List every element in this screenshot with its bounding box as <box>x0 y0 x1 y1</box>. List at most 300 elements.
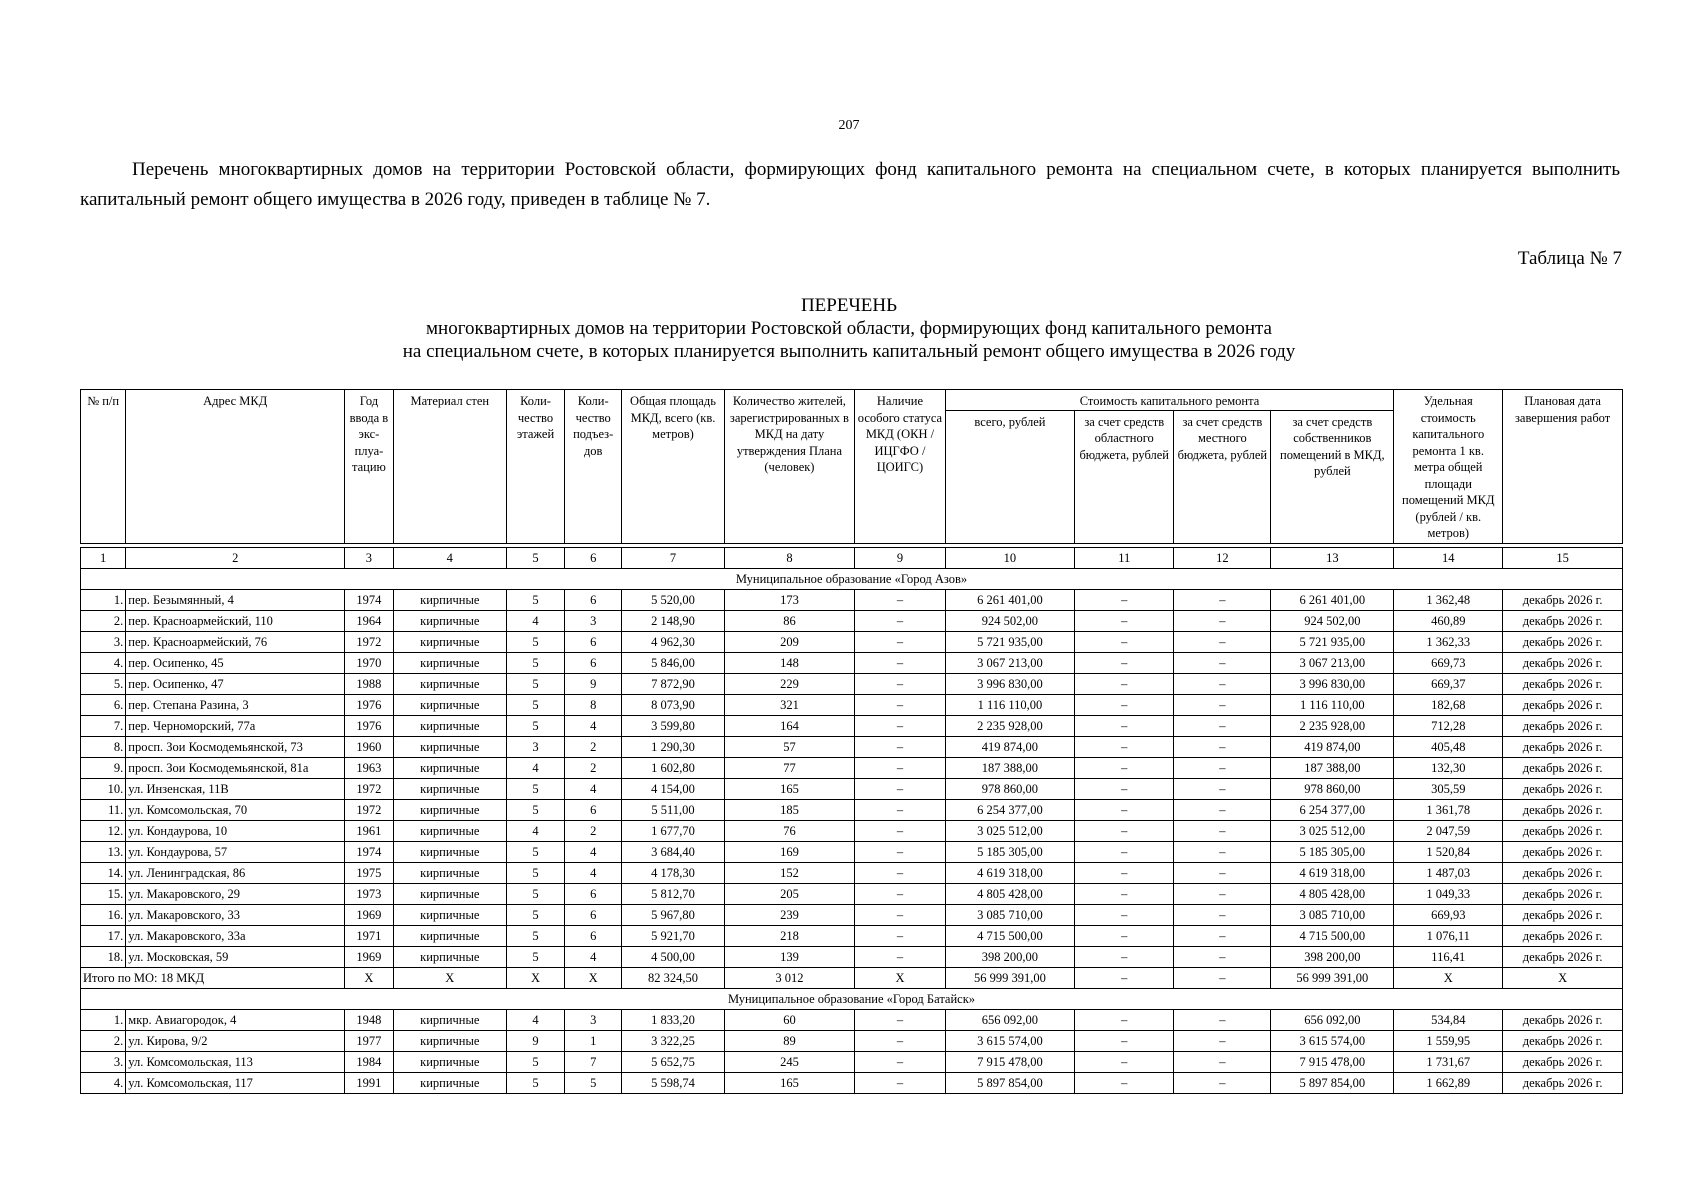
cell-special-status: – <box>855 863 946 884</box>
cell-unit-cost: 305,59 <box>1394 779 1503 800</box>
cell-cost-local: – <box>1174 1010 1271 1031</box>
cell-unit-cost: 712,28 <box>1394 716 1503 737</box>
table-row <box>81 842 1623 863</box>
table-row <box>81 800 1623 821</box>
column-number: 15 <box>1503 548 1623 569</box>
cell-cost-local: – <box>1174 926 1271 947</box>
cell-completion-date: декабрь 2026 г. <box>1503 1052 1623 1073</box>
header-cost-local: за счет средств местного бюджета, рублей <box>1174 410 1271 544</box>
cell-cost-owners: 3 996 830,00 <box>1271 674 1394 695</box>
cell-year: 1964 <box>345 611 394 632</box>
cell-cost-owners: 4 805 428,00 <box>1271 884 1394 905</box>
cell-wall-material: кирпичные <box>393 590 506 611</box>
cell-floors: 5 <box>506 947 564 968</box>
heading-line-3: на специальном счете, в которых планируется выполнить капитальный ремонт общего имущества в 2026 году <box>402 341 1296 362</box>
cell-area: 5 598,74 <box>622 1073 724 1094</box>
cell-residents: 165 <box>724 1073 854 1094</box>
cell-special-status: – <box>855 947 946 968</box>
cell-residents: 185 <box>724 800 854 821</box>
table-row <box>81 905 1623 926</box>
cell-wall-material: кирпичные <box>393 653 506 674</box>
cell-year: 1961 <box>345 821 394 842</box>
cell-year: 1977 <box>345 1031 394 1052</box>
cell-wall-material: кирпичные <box>393 1031 506 1052</box>
cell-cost-regional: – <box>1075 821 1174 842</box>
table-row <box>81 1052 1623 1073</box>
cell-area: 5 846,00 <box>622 653 724 674</box>
cell-row-number: 16. <box>81 905 126 926</box>
cell-entrances: 6 <box>565 590 622 611</box>
table-row <box>81 779 1623 800</box>
cell-entrances: 4 <box>565 947 622 968</box>
column-number: 9 <box>855 548 946 569</box>
cell-special-status: – <box>855 800 946 821</box>
cell-special-status: – <box>855 611 946 632</box>
cell-floors: 9 <box>506 1031 564 1052</box>
cell-unit-cost: 1 487,03 <box>1394 863 1503 884</box>
column-number: 1 <box>81 548 126 569</box>
table-row <box>81 590 1623 611</box>
cell-row-number: 6. <box>81 695 126 716</box>
cell-wall-material: кирпичные <box>393 821 506 842</box>
cell-special-status: – <box>855 653 946 674</box>
header-floors: Коли-чество этажей <box>506 390 564 544</box>
total-cell: 3 012 <box>724 968 854 989</box>
cell-unit-cost: 116,41 <box>1394 947 1503 968</box>
cell-area: 1 833,20 <box>622 1010 724 1031</box>
column-number: 13 <box>1271 548 1394 569</box>
cell-residents: 173 <box>724 590 854 611</box>
cell-floors: 5 <box>506 695 564 716</box>
cell-completion-date: декабрь 2026 г. <box>1503 632 1623 653</box>
cell-cost-owners: 419 874,00 <box>1271 737 1394 758</box>
cell-cost-owners: 978 860,00 <box>1271 779 1394 800</box>
cell-residents: 209 <box>724 632 854 653</box>
cell-completion-date: декабрь 2026 г. <box>1503 611 1623 632</box>
cell-unit-cost: 1 731,67 <box>1394 1052 1503 1073</box>
cell-area: 2 148,90 <box>622 611 724 632</box>
cell-address: просп. Зои Космодемьянской, 81а <box>126 758 345 779</box>
cell-cost-owners: 3 067 213,00 <box>1271 653 1394 674</box>
cell-cost-total: 3 996 830,00 <box>945 674 1074 695</box>
cell-row-number: 11. <box>81 800 126 821</box>
cell-row-number: 9. <box>81 758 126 779</box>
total-cell: 56 999 391,00 <box>1271 968 1394 989</box>
cell-floors: 5 <box>506 800 564 821</box>
cell-cost-total: 5 185 305,00 <box>945 842 1074 863</box>
cell-row-number: 18. <box>81 947 126 968</box>
cell-cost-total: 7 915 478,00 <box>945 1052 1074 1073</box>
cell-floors: 5 <box>506 716 564 737</box>
cell-floors: 5 <box>506 632 564 653</box>
cell-entrances: 6 <box>565 884 622 905</box>
cell-completion-date: декабрь 2026 г. <box>1503 758 1623 779</box>
cell-unit-cost: 669,93 <box>1394 905 1503 926</box>
cell-special-status: – <box>855 779 946 800</box>
cell-floors: 5 <box>506 842 564 863</box>
cell-cost-owners: 4 619 318,00 <box>1271 863 1394 884</box>
municipality-title: Муниципальное образование «Город Азов» <box>81 569 1623 590</box>
cell-special-status: – <box>855 1031 946 1052</box>
total-cell: X <box>506 968 564 989</box>
header-number: № п/п <box>81 390 126 544</box>
cell-wall-material: кирпичные <box>393 800 506 821</box>
cell-cost-owners: 4 715 500,00 <box>1271 926 1394 947</box>
cell-year: 1972 <box>345 779 394 800</box>
header-cost-group: Стоимость капитального ремонта <box>945 390 1394 411</box>
cell-year: 1974 <box>345 842 394 863</box>
cell-special-status: – <box>855 674 946 695</box>
table-label: Таблица № 7 <box>1517 248 1622 269</box>
cell-cost-local: – <box>1174 905 1271 926</box>
cell-floors: 5 <box>506 926 564 947</box>
cell-year: 1991 <box>345 1073 394 1094</box>
column-number: 5 <box>506 548 564 569</box>
cell-wall-material: кирпичные <box>393 695 506 716</box>
cell-cost-regional: – <box>1075 758 1174 779</box>
table-row <box>81 695 1623 716</box>
cell-entrances: 4 <box>565 863 622 884</box>
municipality-title: Муниципальное образование «Город Батайск» <box>81 989 1623 1010</box>
cell-area: 1 602,80 <box>622 758 724 779</box>
cell-cost-local: – <box>1174 779 1271 800</box>
cell-residents: 321 <box>724 695 854 716</box>
total-cell: 82 324,50 <box>622 968 724 989</box>
cell-cost-total: 5 897 854,00 <box>945 1073 1074 1094</box>
table-row <box>81 863 1623 884</box>
cell-row-number: 17. <box>81 926 126 947</box>
cell-unit-cost: 1 362,33 <box>1394 632 1503 653</box>
cell-cost-regional: – <box>1075 632 1174 653</box>
cell-unit-cost: 405,48 <box>1394 737 1503 758</box>
cell-special-status: – <box>855 758 946 779</box>
cell-area: 3 599,80 <box>622 716 724 737</box>
cell-area: 3 684,40 <box>622 842 724 863</box>
cell-year: 1984 <box>345 1052 394 1073</box>
cell-floors: 5 <box>506 884 564 905</box>
cell-residents: 245 <box>724 1052 854 1073</box>
cell-entrances: 2 <box>565 821 622 842</box>
cell-residents: 152 <box>724 863 854 884</box>
cell-completion-date: декабрь 2026 г. <box>1503 800 1623 821</box>
cell-residents: 239 <box>724 905 854 926</box>
total-label: Итого по МО: 18 МКД <box>81 968 345 989</box>
cell-entrances: 8 <box>565 695 622 716</box>
cell-wall-material: кирпичные <box>393 863 506 884</box>
cell-floors: 5 <box>506 863 564 884</box>
cell-entrances: 6 <box>565 926 622 947</box>
cell-entrances: 6 <box>565 800 622 821</box>
cell-cost-owners: 5 721 935,00 <box>1271 632 1394 653</box>
cell-cost-regional: – <box>1075 884 1174 905</box>
municipality-section-row <box>81 989 1623 1010</box>
cell-cost-total: 924 502,00 <box>945 611 1074 632</box>
table-body <box>81 544 1623 1094</box>
cell-completion-date: декабрь 2026 г. <box>1503 674 1623 695</box>
cell-unit-cost: 1 361,78 <box>1394 800 1503 821</box>
cell-floors: 5 <box>506 653 564 674</box>
cell-completion-date: декабрь 2026 г. <box>1503 821 1623 842</box>
cell-entrances: 3 <box>565 611 622 632</box>
cell-cost-owners: 3 025 512,00 <box>1271 821 1394 842</box>
cell-address: пер. Безымянный, 4 <box>126 590 345 611</box>
cell-residents: 57 <box>724 737 854 758</box>
total-cell: X <box>393 968 506 989</box>
cell-completion-date: декабрь 2026 г. <box>1503 737 1623 758</box>
table-row <box>81 1073 1623 1094</box>
table-row <box>81 821 1623 842</box>
total-cell: X <box>855 968 946 989</box>
cell-residents: 76 <box>724 821 854 842</box>
cell-cost-local: – <box>1174 590 1271 611</box>
cell-cost-regional: – <box>1075 1010 1174 1031</box>
cell-area: 4 178,30 <box>622 863 724 884</box>
cell-cost-owners: 1 116 110,00 <box>1271 695 1394 716</box>
cell-special-status: – <box>855 1052 946 1073</box>
column-number: 7 <box>622 548 724 569</box>
cell-completion-date: декабрь 2026 г. <box>1503 926 1623 947</box>
cell-entrances: 1 <box>565 1031 622 1052</box>
total-cell: X <box>565 968 622 989</box>
cell-year: 1976 <box>345 695 394 716</box>
table-header <box>81 390 1623 544</box>
housing-table <box>80 389 1623 1094</box>
cell-completion-date: декабрь 2026 г. <box>1503 695 1623 716</box>
column-numbers-row <box>81 548 1623 569</box>
cell-wall-material: кирпичные <box>393 758 506 779</box>
cell-year: 1960 <box>345 737 394 758</box>
total-cell: 56 999 391,00 <box>945 968 1074 989</box>
cell-address: просп. Зои Космодемьянской, 73 <box>126 737 345 758</box>
cell-wall-material: кирпичные <box>393 884 506 905</box>
cell-residents: 77 <box>724 758 854 779</box>
cell-unit-cost: 2 047,59 <box>1394 821 1503 842</box>
cell-unit-cost: 182,68 <box>1394 695 1503 716</box>
cell-cost-local: – <box>1174 758 1271 779</box>
cell-special-status: – <box>855 1073 946 1094</box>
cell-year: 1976 <box>345 716 394 737</box>
cell-residents: 164 <box>724 716 854 737</box>
cell-cost-regional: – <box>1075 611 1174 632</box>
column-number: 4 <box>393 548 506 569</box>
cell-area: 8 073,90 <box>622 695 724 716</box>
cell-row-number: 3. <box>81 1052 126 1073</box>
cell-completion-date: декабрь 2026 г. <box>1503 1073 1623 1094</box>
cell-floors: 4 <box>506 758 564 779</box>
cell-address: пер. Степана Разина, 3 <box>126 695 345 716</box>
table-row <box>81 926 1623 947</box>
cell-address: ул. Комсомольская, 113 <box>126 1052 345 1073</box>
cell-address: ул. Комсомольская, 117 <box>126 1073 345 1094</box>
cell-cost-owners: 656 092,00 <box>1271 1010 1394 1031</box>
cell-cost-owners: 2 235 928,00 <box>1271 716 1394 737</box>
cell-area: 1 677,70 <box>622 821 724 842</box>
cell-cost-local: – <box>1174 632 1271 653</box>
table-row <box>81 611 1623 632</box>
cell-wall-material: кирпичные <box>393 1010 506 1031</box>
cell-residents: 205 <box>724 884 854 905</box>
cell-floors: 5 <box>506 590 564 611</box>
municipality-section-row <box>81 569 1623 590</box>
cell-cost-regional: – <box>1075 653 1174 674</box>
total-cell: X <box>1394 968 1503 989</box>
table-heading <box>0 294 1698 363</box>
table-row <box>81 716 1623 737</box>
cell-cost-regional: – <box>1075 695 1174 716</box>
cell-cost-regional: – <box>1075 905 1174 926</box>
cell-year: 1963 <box>345 758 394 779</box>
cell-address: ул. Кондаурова, 10 <box>126 821 345 842</box>
column-number: 12 <box>1174 548 1271 569</box>
cell-unit-cost: 460,89 <box>1394 611 1503 632</box>
total-cell: – <box>1174 968 1271 989</box>
cell-year: 1969 <box>345 947 394 968</box>
table-row <box>81 632 1623 653</box>
cell-area: 4 500,00 <box>622 947 724 968</box>
cell-completion-date: декабрь 2026 г. <box>1503 1010 1623 1031</box>
page-number: 207 <box>838 118 860 133</box>
cell-year: 1973 <box>345 884 394 905</box>
cell-address: ул. Макаровского, 29 <box>126 884 345 905</box>
table-row <box>81 737 1623 758</box>
cell-wall-material: кирпичные <box>393 611 506 632</box>
cell-row-number: 8. <box>81 737 126 758</box>
cell-row-number: 1. <box>81 590 126 611</box>
header-address: Адрес МКД <box>126 390 345 544</box>
cell-area: 4 962,30 <box>622 632 724 653</box>
cell-row-number: 2. <box>81 1031 126 1052</box>
cell-completion-date: декабрь 2026 г. <box>1503 653 1623 674</box>
cell-area: 5 511,00 <box>622 800 724 821</box>
header-year: Год ввода в экс-плуа-тацию <box>345 390 394 544</box>
cell-cost-regional: – <box>1075 842 1174 863</box>
cell-floors: 5 <box>506 1052 564 1073</box>
cell-cost-regional: – <box>1075 590 1174 611</box>
cell-wall-material: кирпичные <box>393 905 506 926</box>
cell-completion-date: декабрь 2026 г. <box>1503 947 1623 968</box>
cell-area: 3 322,25 <box>622 1031 724 1052</box>
cell-unit-cost: 132,30 <box>1394 758 1503 779</box>
cell-address: мкр. Авиагородок, 4 <box>126 1010 345 1031</box>
cell-wall-material: кирпичные <box>393 842 506 863</box>
table-row <box>81 653 1623 674</box>
cell-cost-regional: – <box>1075 779 1174 800</box>
cell-cost-total: 398 200,00 <box>945 947 1074 968</box>
cell-row-number: 2. <box>81 611 126 632</box>
header-cost-total: всего, рублей <box>945 410 1074 544</box>
cell-address: ул. Кирова, 9/2 <box>126 1031 345 1052</box>
cell-residents: 165 <box>724 779 854 800</box>
cell-cost-total: 6 261 401,00 <box>945 590 1074 611</box>
cell-row-number: 10. <box>81 779 126 800</box>
cell-cost-owners: 398 200,00 <box>1271 947 1394 968</box>
cell-cost-local: – <box>1174 821 1271 842</box>
cell-cost-local: – <box>1174 884 1271 905</box>
cell-area: 5 967,80 <box>622 905 724 926</box>
cell-unit-cost: 1 076,11 <box>1394 926 1503 947</box>
cell-cost-local: – <box>1174 653 1271 674</box>
total-cell: X <box>345 968 394 989</box>
cell-cost-regional: – <box>1075 800 1174 821</box>
cell-completion-date: декабрь 2026 г. <box>1503 884 1623 905</box>
cell-cost-regional: – <box>1075 863 1174 884</box>
total-cell: X <box>1503 968 1623 989</box>
cell-unit-cost: 534,84 <box>1394 1010 1503 1031</box>
cell-residents: 139 <box>724 947 854 968</box>
cell-cost-regional: – <box>1075 674 1174 695</box>
cell-year: 1975 <box>345 863 394 884</box>
cell-cost-total: 1 116 110,00 <box>945 695 1074 716</box>
cell-cost-regional: – <box>1075 1052 1174 1073</box>
cell-cost-total: 4 715 500,00 <box>945 926 1074 947</box>
cell-row-number: 5. <box>81 674 126 695</box>
header-unit-cost: Удельная стоимость капитального ремонта 1 кв. метра общей площади помещений МКД (рублей / кв. метров) <box>1394 390 1503 544</box>
cell-residents: 169 <box>724 842 854 863</box>
cell-wall-material: кирпичные <box>393 716 506 737</box>
cell-row-number: 7. <box>81 716 126 737</box>
table-row <box>81 884 1623 905</box>
cell-wall-material: кирпичные <box>393 1073 506 1094</box>
cell-cost-local: – <box>1174 716 1271 737</box>
cell-cost-regional: – <box>1075 926 1174 947</box>
cell-wall-material: кирпичные <box>393 737 506 758</box>
cell-row-number: 13. <box>81 842 126 863</box>
cell-address: пер. Черноморский, 77а <box>126 716 345 737</box>
cell-cost-total: 656 092,00 <box>945 1010 1074 1031</box>
cell-area: 5 921,70 <box>622 926 724 947</box>
cell-residents: 60 <box>724 1010 854 1031</box>
cell-row-number: 15. <box>81 884 126 905</box>
cell-address: пер. Осипенко, 45 <box>126 653 345 674</box>
cell-floors: 4 <box>506 1010 564 1031</box>
cell-completion-date: декабрь 2026 г. <box>1503 863 1623 884</box>
cell-address: пер. Красноармейский, 76 <box>126 632 345 653</box>
cell-unit-cost: 1 559,95 <box>1394 1031 1503 1052</box>
cell-cost-total: 3 615 574,00 <box>945 1031 1074 1052</box>
cell-address: ул. Московская, 59 <box>126 947 345 968</box>
cell-entrances: 7 <box>565 1052 622 1073</box>
cell-cost-owners: 5 897 854,00 <box>1271 1073 1394 1094</box>
cell-address: пер. Осипенко, 47 <box>126 674 345 695</box>
cell-entrances: 6 <box>565 905 622 926</box>
cell-cost-local: – <box>1174 947 1271 968</box>
cell-entrances: 4 <box>565 842 622 863</box>
cell-completion-date: декабрь 2026 г. <box>1503 779 1623 800</box>
table-row <box>81 947 1623 968</box>
cell-cost-total: 4 805 428,00 <box>945 884 1074 905</box>
header-residents: Количество жителей, зарегистрированных в МКД на дату утверждения Плана (человек) <box>724 390 854 544</box>
column-number: 3 <box>345 548 394 569</box>
cell-year: 1970 <box>345 653 394 674</box>
cell-row-number: 1. <box>81 1010 126 1031</box>
cell-residents: 89 <box>724 1031 854 1052</box>
cell-row-number: 3. <box>81 632 126 653</box>
cell-completion-date: декабрь 2026 г. <box>1503 842 1623 863</box>
cell-cost-local: – <box>1174 695 1271 716</box>
cell-residents: 229 <box>724 674 854 695</box>
cell-cost-owners: 924 502,00 <box>1271 611 1394 632</box>
heading-line-2: многоквартирных домов на территории Ростовской области, формирующих фонд капитального ремонта <box>426 318 1272 339</box>
table-row <box>81 1031 1623 1052</box>
cell-cost-owners: 6 254 377,00 <box>1271 800 1394 821</box>
heading-title: ПЕРЕЧЕНЬ <box>800 295 898 316</box>
cell-entrances: 6 <box>565 653 622 674</box>
cell-entrances: 4 <box>565 779 622 800</box>
cell-special-status: – <box>855 1010 946 1031</box>
cell-unit-cost: 1 049,33 <box>1394 884 1503 905</box>
cell-area: 1 290,30 <box>622 737 724 758</box>
table-row <box>81 1010 1623 1031</box>
